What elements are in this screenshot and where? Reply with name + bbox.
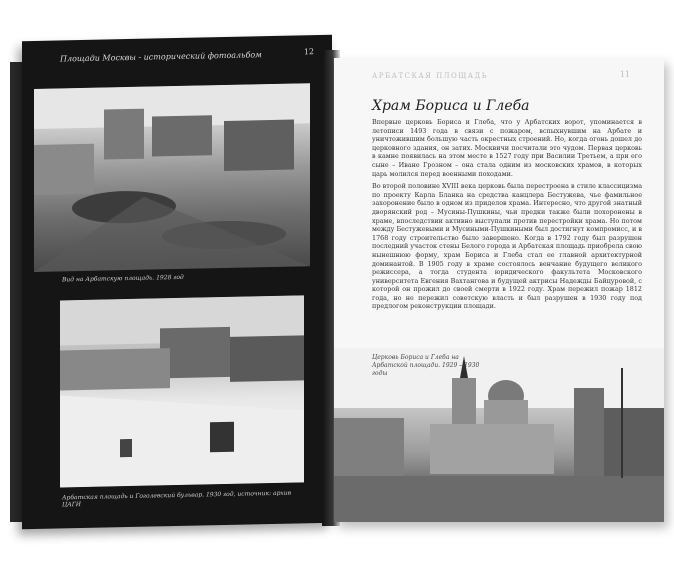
right-running-head: АРБАТСКАЯ ПЛОЩАДЬ: [372, 72, 488, 80]
church-photo-caption: Церковь Бориса и Глеба на Арбатской площади. 1929 – 1930 годы: [372, 354, 480, 377]
paragraph: Во второй половине XVIII века церковь была перестроена в стиле классицизма по проекту Карла Бланка на средства канцлера Бестужева, чье фамильное захоронение было в одном из приделов храма. Интересно, что другой знатный дворянский род – Мусины-Пушкины, чьи предки также были похоронены в храме, впоследствии активно выступали против перестройки храма. Но потом между Бестужевыми и Мусиными-Пушкиными был достигнут компромисс, и в 1768 году строительство было завершено. Когда в 1792 году был разрушен последний участок стены Белого города и Арбатская площадь приобрела свою нынешнюю форму, храм Бориса и Глеба стал ее главной архитектурной доминантой. В 1905 году в храме состоялось венчание будущего великого режиссера, а тогда студента юридического факультета Московского университета Евгения Вахтангова и будущей актрисы Надежды Байцуровой, с которой он прожил до своей смерти в 1922 году. Храм пережил пожар 1812 года, но не пережил советскую власть и был разрушен в 1930 году под предлогом реконструкции площади.: [372, 182, 642, 311]
left-page-number: 12: [303, 47, 314, 57]
left-page: [22, 35, 332, 529]
photo2-caption: Арбатская площадь и Гоголевский бульвар. 1930 год, источник: архив ЦАГИ: [62, 489, 292, 509]
left-running-head: Площади Москвы - исторический фотоальбом: [60, 50, 262, 64]
winter-photo-drawing: [60, 295, 304, 487]
right-page: [334, 58, 664, 522]
article-title: Храм Бориса и Глеба: [372, 98, 530, 114]
photo1-caption: Вид на Арбатскую площадь. 1928 год: [62, 273, 184, 284]
aerial-photo-drawing: [34, 83, 310, 272]
right-page-number: 11: [619, 70, 630, 79]
winter-square-photo: [60, 295, 304, 487]
arbat-square-aerial-photo: [34, 83, 310, 272]
paragraph: Впервые церковь Бориса и Глеба, что у Арбатских ворот, упоминается в летописи 1493 года в связи с пожаром, вспыхнувшим на Арбате и уничтожившим большую часть окрестных строений. Но, когда огонь дошел до церковного здания, он затих. Москвичи посчитали это чудом. Первая церковь в камне появилась на этом месте в 1527 году при Василии Третьем, а при его сыне – Иване Грозном – она стала одним из московских храмов, в которых царь молился перед военными походами.: [372, 118, 642, 178]
article-body: [372, 118, 642, 315]
